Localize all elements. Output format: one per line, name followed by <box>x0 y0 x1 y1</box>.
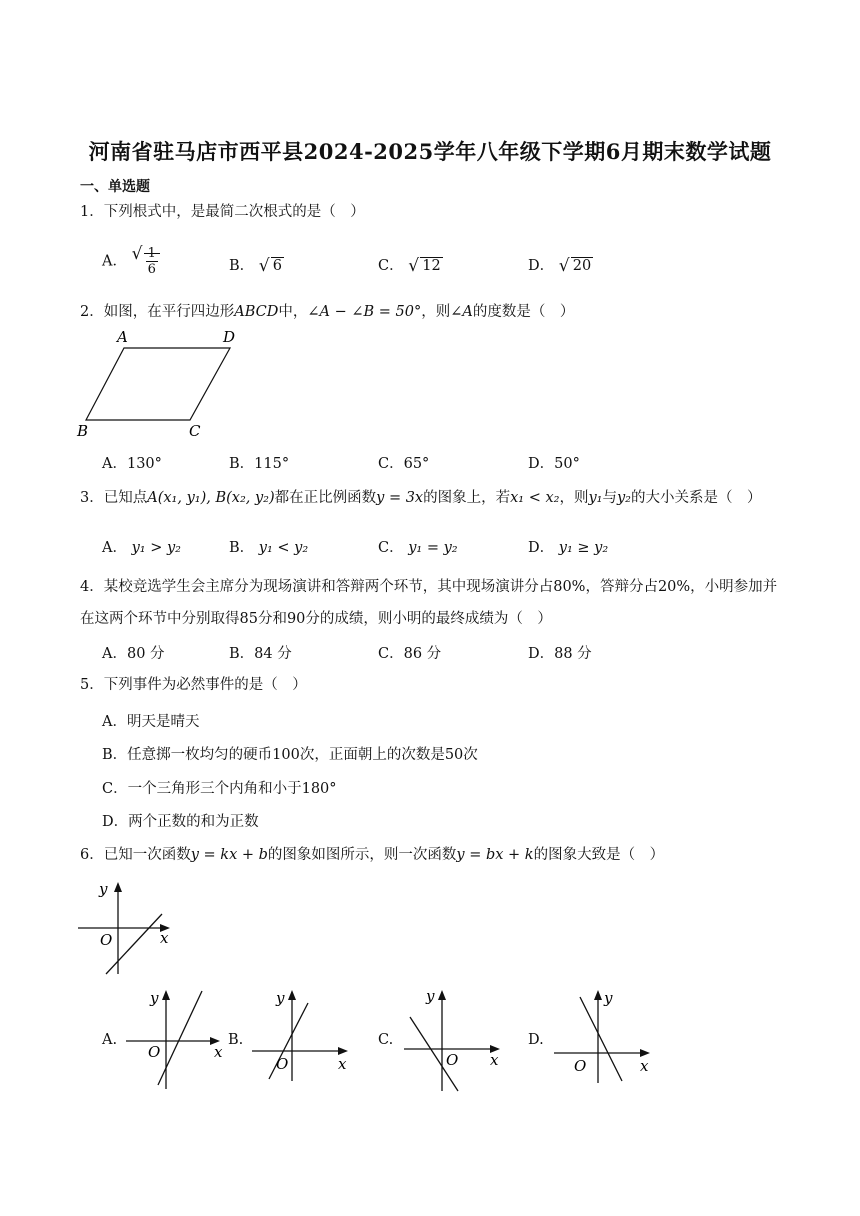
stem-text: 的度数是（ ） <box>472 304 575 320</box>
stem-text: ，则 <box>559 490 589 506</box>
option-letter: C． <box>378 540 404 556</box>
section-heading: 一、单选题 <box>80 179 150 195</box>
y-axis-label: y <box>99 880 108 898</box>
radicand: 12 <box>422 258 441 274</box>
stem-text: 的图象大致是（ ） <box>533 847 665 863</box>
sqrt-fraction: √ $\frac{1}{6}$ <box>132 246 160 277</box>
question-6 <box>80 845 664 865</box>
function-line <box>158 991 202 1085</box>
q6-option-d-label[interactable]: D. <box>528 1032 544 1048</box>
points-expression: A(x₁, y₁), B(x₂, y₂) <box>147 490 275 506</box>
q6-option-b-label[interactable]: B. <box>228 1032 244 1048</box>
q2-option-d[interactable]: D．50° <box>528 456 580 472</box>
q6-option-d-graph[interactable] <box>552 985 662 1085</box>
stem-text: 3．已知点 <box>80 490 148 506</box>
angle-expression: ∠A − ∠B = 50° <box>307 304 422 320</box>
vertex-label-b: B <box>77 422 89 440</box>
q3-option-c[interactable] <box>378 536 458 557</box>
x-axis-label: x <box>640 1057 649 1075</box>
x-axis-label: x <box>214 1043 223 1061</box>
stem-text: 都在正比例函数 <box>274 490 377 506</box>
q6-option-a-label[interactable]: A. <box>102 1032 118 1048</box>
q1-option-b[interactable] <box>229 254 284 275</box>
q4-option-c[interactable]: C．86 分 <box>378 646 442 662</box>
y-axis-arrow <box>438 990 446 1000</box>
q5-option-a[interactable]: A．明天是晴天 <box>102 714 200 730</box>
fraction-numerator: 1 <box>147 246 156 261</box>
parallelogram-figure <box>72 326 247 441</box>
stem-text: 的图象上，若 <box>423 490 511 506</box>
y-axis-label: y <box>276 989 285 1007</box>
question-1: 1．下列根式中，是最简二次根式的是（ ） <box>80 204 365 220</box>
stem-text: 的大小关系是（ ） <box>631 490 762 506</box>
stem-text: 与 <box>602 490 617 506</box>
q2-option-b[interactable]: B．115° <box>229 456 290 472</box>
x-axis-label: x <box>490 1051 499 1069</box>
function-expression: y = bx + k <box>456 847 534 863</box>
q4-option-d[interactable]: D．88 分 <box>528 646 592 662</box>
q6-option-c-label[interactable]: C. <box>378 1032 394 1048</box>
origin-label: O <box>276 1055 289 1073</box>
parallelogram-shape <box>86 348 230 420</box>
option-expression: y₁ > y₂ <box>131 540 181 556</box>
q4-option-a[interactable]: A．80 分 <box>102 646 165 662</box>
option-letter: A． <box>102 253 127 270</box>
y-axis-arrow <box>594 990 602 1000</box>
q1-option-c[interactable] <box>378 254 443 275</box>
function-expression: y = kx + b <box>190 847 268 863</box>
y1-symbol: y₁ <box>588 490 603 506</box>
q1-option-d[interactable] <box>528 254 593 275</box>
stem-text: 中， <box>278 304 308 320</box>
condition-expression: x₁ < x₂ <box>510 490 560 506</box>
fraction-denominator: 6 <box>147 262 156 277</box>
stem-text: 的图象如图所示，则一次函数 <box>267 847 457 863</box>
q3-option-b[interactable] <box>229 536 308 557</box>
option-letter: D． <box>528 540 555 556</box>
y-axis-arrow <box>114 882 122 892</box>
sqrt-expr: √ 20 <box>558 256 592 276</box>
q5-option-c[interactable]: C．一个三角形三个内角和小于180° <box>102 781 337 797</box>
q2-option-a[interactable]: A．130° <box>102 456 162 472</box>
stem-text: 6．已知一次函数 <box>80 847 191 863</box>
origin-label: O <box>446 1051 459 1069</box>
x-axis-label: x <box>160 929 169 947</box>
option-expression: y₁ = y₂ <box>408 540 458 556</box>
q5-option-d[interactable]: D．两个正数的和为正数 <box>102 814 259 830</box>
x-axis-arrow <box>338 1047 348 1055</box>
q6-option-c-graph[interactable] <box>402 985 512 1095</box>
radicand: 6 <box>272 258 282 274</box>
shape-name: ABCD <box>234 304 279 320</box>
radicand: 20 <box>572 258 592 274</box>
y2-symbol: y₂ <box>616 490 631 506</box>
option-expression: y₁ < y₂ <box>258 540 309 556</box>
q6-option-a-graph[interactable] <box>124 985 234 1091</box>
sqrt-expr: √ 12 <box>408 256 441 276</box>
q6-option-b-graph[interactable] <box>250 985 360 1085</box>
question-3 <box>80 488 762 508</box>
x-axis-label: x <box>338 1055 347 1073</box>
y-axis-label: y <box>426 987 435 1005</box>
y-axis-label: y <box>604 989 613 1007</box>
y-axis-arrow <box>288 990 296 1000</box>
stem-text: 2．如图，在平行四边形 <box>80 304 235 320</box>
stem-text: ，则 <box>421 304 451 320</box>
function-expression: y = 3x <box>376 490 424 506</box>
q3-option-d[interactable] <box>528 536 608 557</box>
origin-label: O <box>100 931 113 949</box>
q5-option-b[interactable]: B．任意掷一枚均匀的硬币100次，正面朝上的次数是50次 <box>102 747 478 763</box>
y-axis-arrow <box>162 990 170 1000</box>
origin-label: O <box>148 1043 161 1061</box>
q1-option-a[interactable] <box>102 246 160 277</box>
question-4: 4．某校竞选学生会主席分为现场演讲和答辩两个环节，其中现场演讲分占80%，答辩分占20%，小明参加并在这两个环节中分别取得85分和90分的成绩，则小明的最终成绩为（ ） <box>80 579 778 627</box>
q4-option-b[interactable]: B．84 分 <box>229 646 292 662</box>
option-letter: C． <box>378 258 404 274</box>
y-axis-label: y <box>150 989 159 1007</box>
function-line <box>269 1003 308 1079</box>
vertex-label-c: C <box>189 422 201 440</box>
page-title: 河南省驻马店市西平县2024-2025学年八年级下学期6月期末数学试题 <box>88 139 772 164</box>
q2-option-c[interactable]: C．65° <box>378 456 430 472</box>
vertex-label-d: D <box>223 328 236 346</box>
question-2 <box>80 302 574 322</box>
option-letter: B． <box>229 540 255 556</box>
option-letter: B． <box>229 258 255 274</box>
vertex-label-a: A <box>117 328 128 346</box>
q3-option-a[interactable] <box>102 536 181 557</box>
option-letter: D． <box>528 258 555 274</box>
option-expression: y₁ ≥ y₂ <box>558 540 609 556</box>
sqrt-expr: √ 6 <box>258 256 282 276</box>
origin-label: O <box>574 1057 587 1075</box>
function-line <box>106 914 162 974</box>
angle-a: ∠A <box>450 304 473 320</box>
given-function-graph <box>76 878 186 978</box>
question-5: 5．下列事件为必然事件的是（ ） <box>80 677 307 693</box>
option-letter: A． <box>102 540 127 556</box>
x-axis-arrow <box>640 1049 650 1057</box>
